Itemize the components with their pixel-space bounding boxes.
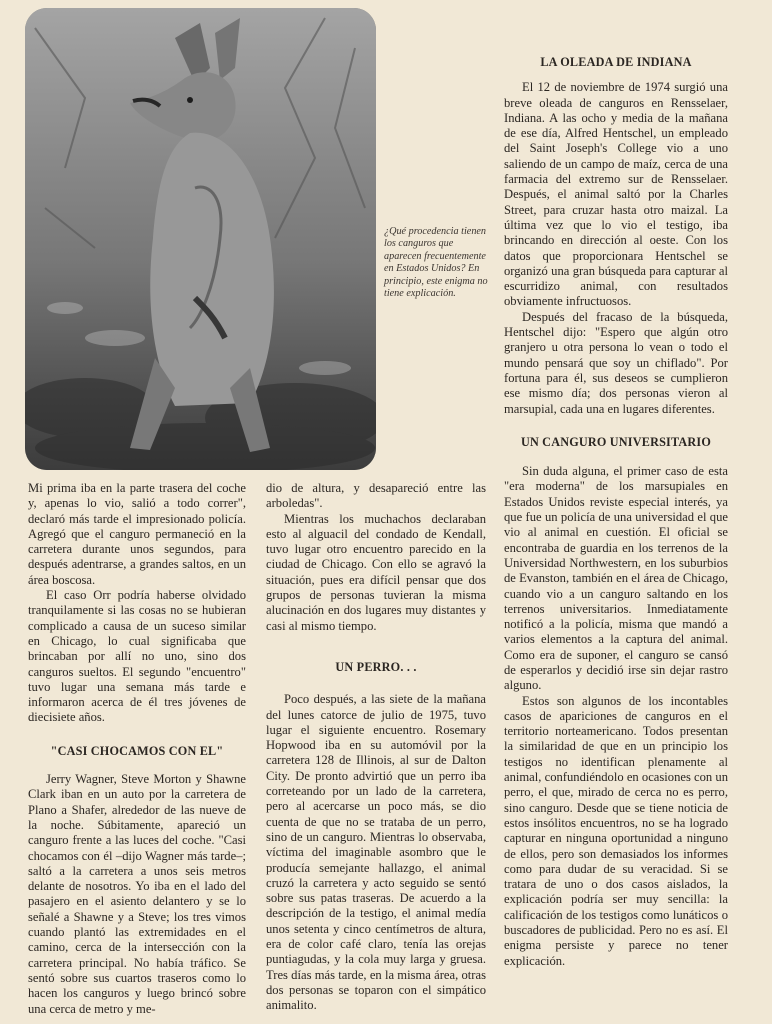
paragraph: Mi prima iba en la parte trasera del coche y, apenas lo vio, salió a todo correr", declaró más tarde el impresionado policía. Agregó que el canguro permaneció en la carretera durante unos segundos, para después adentrarse, a grandes saltos, en un área boscosa.	[28, 481, 246, 587]
paragraph: El 12 de noviembre de 1974 surgió una breve oleada de canguros en Rensselaer, Indiana. A las ocho y media de la mañana de ese día, Alfred Hentschel, un empleado del Saint Joseph's College vio a uno saliendo de un campo de maíz, cerca de una farmacia del extremo sur de Rensselaer. Después, el animal saltó por la Charles Street, para cruzar hasta otro maizal. La última vez que lo vio el testigo, iba brincando en dirección al oeste. Con los datos que proporcionara Hentschel se organizó una gran búsqueda para capturar al escurridizo animal, con resultados obviamente infructuosos.	[504, 80, 728, 309]
paragraph: El caso Orr podría haberse olvidado tranquilamente si las cosas no se hubieran complicado a causa de un suceso similar en Chicago, lo cual significaba que brincaban por allí no uno, sino dos canguros sueltos. El segundo "encuentro" tuvo lugar una semana más tarde e informaron acerca de él tres jóvenes de diecisiete años.	[28, 588, 246, 725]
photo-caption: ¿Qué procedencia tienen los canguros que aparecen frecuentemente en Estados Unidos? En principio, este enigma no tiene explicación.	[384, 226, 488, 300]
column-1	[28, 481, 246, 1017]
paragraph: Estos son algunos de los incontables casos de apariciones de canguros en el territorio norteamericano. Todos presentan la similaridad de que en un principio los testigos no identifican plenamente al animal, confundiéndolo en ocasiones con un perro, el que, mirado de cerca no es perro, sino canguro. Desde que se tiene noticia de estos insólitos encuentros, no se ha logrado capturar en ninguna oportunidad a ninguno de ellos, pero son demasiados los informes como para dudar de su veracidad. Si se tratara de uno o dos casos aislados, la explicación podría ser muy sencilla: la calificación de los testigos como lunáticos o buscadores de publicidad. Pero no es así. El enigma persiste y parece no tener explicación.	[504, 693, 728, 968]
paragraph: Jerry Wagner, Steve Morton y Shawne Clark iban en un auto por la carretera de Plano a Shafer, alrededor de las nueve de la noche. Súbitamente, apareció un canguro frente a las luces del coche. "Casi chocamos con él –dijo Wagner más tarde–; saltó a la carretera a unos seis metros delante de nosotros. Yo iba en el lado del pasajero en el asiento delantero y se lo señalé a Shawne y a Steve; los tres vimos cuando plantó las extremidades en el camino, cerca de la intersección con la carretera principal. No había tráfico. Se sentó sobre sus cuartos traseros como lo hacen los canguros y luego brincó sobre una cerca de metro y me-	[28, 772, 246, 1016]
paragraph: Mientras los muchachos declaraban esto al alguacil del condado de Kendall, tuvo lugar otro encuentro parecido en la ciudad de Chicago. Con ello se agravó la situación, pues era difícil pensar que dos grupos de personas tuvieran la misma alucinación en dos lugares muy distantes y casi al mismo tiempo.	[266, 511, 486, 633]
section-heading: UN CANGURO UNIVERSITARIO	[520, 434, 712, 449]
section-heading: LA OLEADA DE INDIANA	[540, 55, 692, 69]
column-3	[504, 55, 728, 969]
paragraph: dio de altura, y desapareció entre las arboledas".	[266, 481, 486, 511]
paragraph: Sin duda alguna, el primer caso de esta "era moderna" de los marsupiales en Estados Unidos reviste especial interés, ya que fue un policía de una universidad el que vio al animal en cuestión. El oficial se encontraba de guardia en los terrenos de la Universidad Northwestern, en los suburbios de Evanston, también en el área de Chicago, cuando vio a un canguro saltando en los terrenos universitarios. Inmediatamente notificó a la policía, misma que mandó a varios elementos a la captura del animal. Como era de suponer, el canguro se cansó de esperarlos y decidió irse sin dejar rastro alguno.	[504, 464, 728, 693]
paragraph: Poco después, a las siete de la mañana del lunes catorce de julio de 1975, tuvo lugar el siguiente encuentro. Rosemary Hopwood iba en su automóvil por la carretera 128 de Illinois, al sur de Dalton City. De pronto advirtió que un perro iba correteando por un lado de la carretera, pero al acercarse un poco más, se dio cuenta de que no se trataba de un perro, sino de un canguro. Mientras lo observaba, víctima del imaginable asombro que le producía semejante hallazgo, el animal cruzó la carretera y acto seguido se sentó sobre sus patas traseras. De acuerdo a la descripción de la testigo, el animal medía unos setenta y cinco centímetros de altura, era de color café claro, tenía las orejas puntiagudas, y la cola muy larga y gruesa. Tres días más tarde, en la misma área, otras dos personas se toparon con el simpático animalito.	[266, 692, 486, 1013]
section-heading: "CASI CHOCAMOS CON EL"	[50, 743, 224, 758]
section-heading: UN PERRO. . .	[335, 659, 417, 674]
column-2	[266, 481, 486, 1014]
kangaroo-photo	[25, 8, 376, 470]
paragraph: Después del fracaso de la búsqueda, Hentschel dijo: "Espero que algún otro granjero u otra persona lo vean o todo el mundo pensará que soy un chiflado". Por fortuna para él, sus deseos se cumplieron ese mismo día; dos personas vieron al marsupial, cada una en lugares diferentes.	[504, 309, 728, 416]
